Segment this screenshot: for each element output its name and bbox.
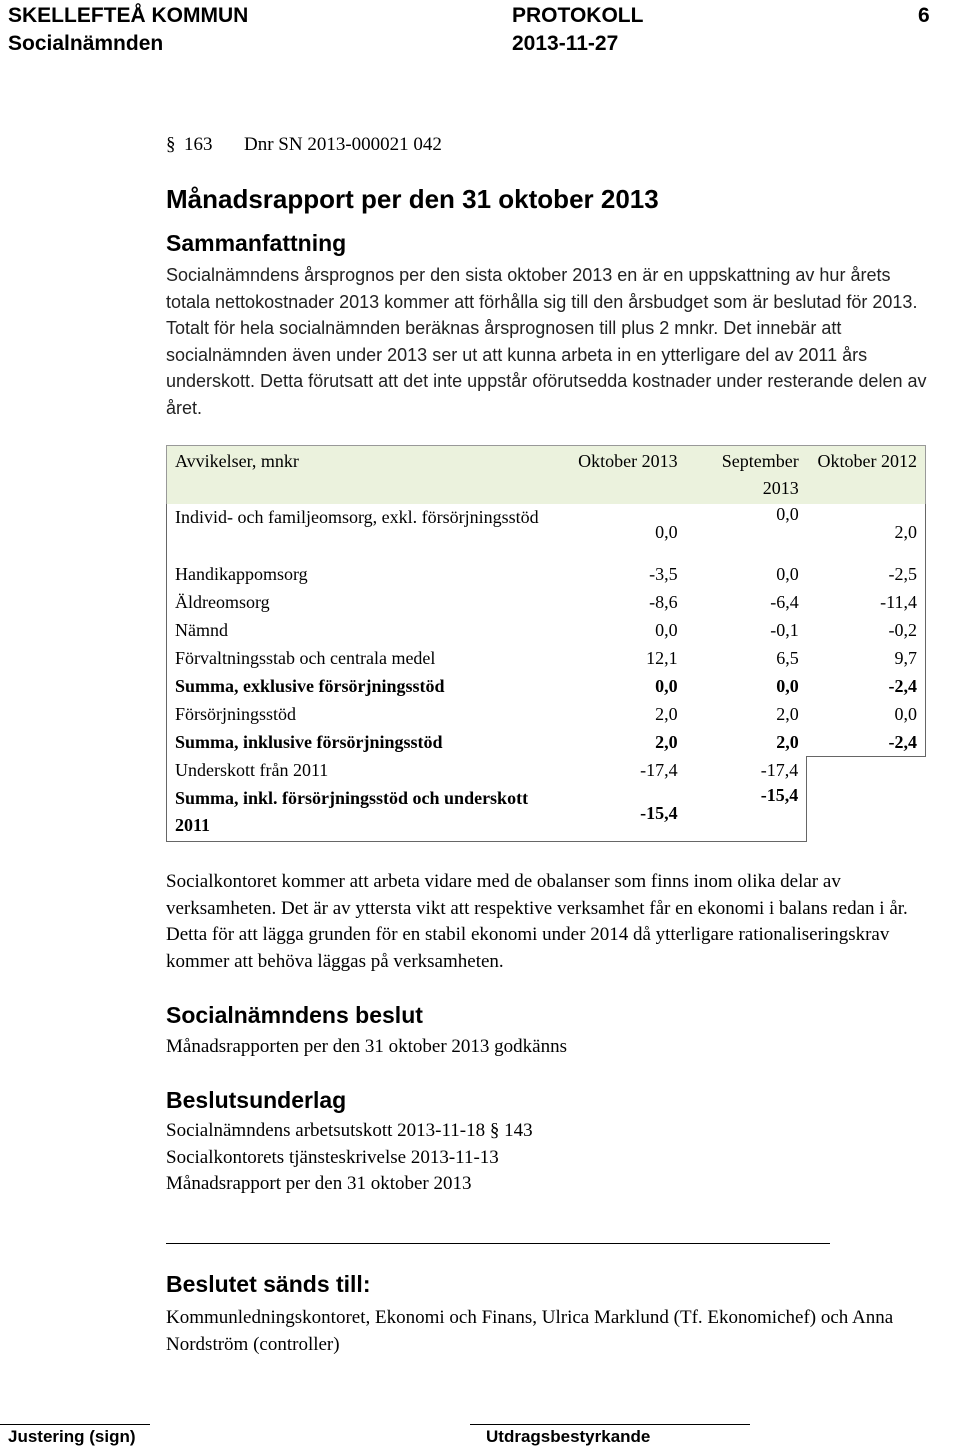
municipality-name: SKELLEFTEÅ KOMMUN [8, 4, 249, 27]
row-value: 0,0 [655, 521, 678, 542]
basis-list [166, 1118, 930, 1198]
row-value: 2,0 [776, 703, 799, 724]
row-value: 12,1 [646, 647, 678, 668]
row-value: -15,4 [686, 785, 807, 842]
row-value: 0,0 [807, 700, 926, 728]
row-value: -8,6 [649, 591, 678, 612]
deviations-table [166, 445, 926, 842]
column-header: Oktober 2013 [567, 446, 686, 505]
table-row [167, 728, 926, 757]
column-header: Oktober 2012 [807, 446, 926, 505]
basis-item: Socialkontorets tjänsteskrivelse 2013-11-13 [166, 1146, 499, 1168]
separator-line [166, 1243, 830, 1244]
row-value: 0,0 [776, 675, 799, 696]
attestation-label: Utdragsbestyrkande [486, 1427, 651, 1446]
row-value: 2,0 [776, 731, 799, 752]
basis-item: Månadsrapport per den 31 oktober 2013 [166, 1173, 472, 1194]
table-row [167, 616, 926, 644]
paragraph-sign: § [166, 134, 176, 155]
row-value: -2,5 [807, 560, 926, 588]
row-value: -11,4 [807, 588, 926, 616]
section-number: 163 [184, 134, 213, 155]
summary-text: Socialnämndens årsprognos per den sista oktober 2013 en är en uppskattning av hur årets totala nettokostnader 2013 kommer att förhålla sig till den årsbudget som är beslutad för 2013. Totalt för hela socialnämnden beräknas årsprognosen till plus 2 mnkr. Det innebär att socialnämnden även under 2013 ser ut att kunna arbeta in en ytterligare del av 2011 års underskott. Detta förutsatt att det inte uppstår oförutsedda kostnader under resterande delen av året. [166, 265, 927, 418]
row-value: 2,0 [807, 504, 926, 560]
row-value: -15,4 [567, 785, 686, 842]
document-title: Månadsrapport per den 31 oktober 2013 [166, 184, 659, 214]
row-label: Handikappomsorg [167, 560, 567, 588]
row-label: Underskott från 2011 [167, 757, 567, 786]
sent-to-text: Kommunledningskontoret, Ekonomi och Finans, Ulrica Marklund (Tf. Ekonomichef) och Anna Nordström (controller) [166, 1307, 894, 1355]
table-row [167, 504, 926, 560]
table-row [167, 700, 926, 728]
row-value: 0,0 [776, 563, 799, 584]
meeting-date: 2013-11-27 [512, 32, 619, 55]
row-value: 2,0 [655, 731, 678, 752]
follow-up-paragraph: Socialkontoret kommer att arbeta vidare med de obalanser som finns inom olika delar av verksamheten. Det är av yttersta vikt att respektive verksamhet får en ekonomi i balans redan i år. Detta för att lägga grunden för en stabil ekonomi under 2014 då ytterligare rationaliseringskrav kommer att behöva läggas på verksamheten. [166, 871, 908, 972]
row-value: -17,4 [640, 760, 678, 781]
row-label: Summa, inklusive försörjningsstöd [167, 728, 567, 757]
table-row [167, 672, 926, 700]
row-value: -2,4 [807, 728, 926, 757]
signature-line [0, 1424, 150, 1425]
sent-to-heading: Beslutet sänds till: [166, 1271, 371, 1297]
row-value [807, 757, 926, 786]
row-label: Förvaltningsstab och centrala medel [167, 644, 567, 672]
row-label: Summa, exklusive försörjningsstöd [167, 672, 567, 700]
row-value: 0,0 [776, 504, 799, 524]
attestation-line [470, 1424, 750, 1425]
diary-number: Dnr SN 2013-000021 042 [244, 134, 442, 155]
row-value: -2,4 [807, 672, 926, 700]
table-row [167, 588, 926, 616]
row-value: -0,2 [807, 616, 926, 644]
row-value [807, 785, 926, 842]
row-label: Nämnd [167, 616, 567, 644]
row-value: 9,7 [807, 644, 926, 672]
column-header: September 2013 [686, 446, 807, 505]
table-row [167, 560, 926, 588]
document-type: PROTOKOLL [512, 4, 644, 27]
row-value: -0,1 [770, 619, 799, 640]
summary-heading: Sammanfattning [166, 230, 347, 256]
table-row [167, 644, 926, 672]
table-row [167, 785, 926, 842]
row-value: 2,0 [655, 703, 678, 724]
row-value: 6,5 [776, 647, 799, 668]
decision-heading: Socialnämndens beslut [166, 1002, 423, 1028]
row-value: 0,0 [655, 619, 678, 640]
row-value: -17,4 [686, 757, 807, 786]
row-label: Individ- och familjeomsorg, exkl. försörjningsstöd [167, 504, 567, 560]
section-reference [166, 134, 442, 156]
signature-label: Justering (sign) [8, 1427, 136, 1446]
row-value: 0,0 [655, 675, 678, 696]
decision-text: Månadsrapporten per den 31 oktober 2013 godkänns [166, 1036, 568, 1057]
row-label: Summa, inkl. försörjningsstöd och underskott 2011 [167, 785, 567, 842]
board-name: Socialnämnden [8, 32, 164, 55]
basis-heading: Beslutsunderlag [166, 1087, 347, 1113]
row-label: Äldreomsorg [167, 588, 567, 616]
table-row [167, 757, 926, 786]
row-value: -6,4 [770, 591, 799, 612]
row-label: Försörjningsstöd [167, 700, 567, 728]
page-number: 6 [918, 4, 930, 27]
basis-item: Socialnämndens arbetsutskott 2013-11-18 § 143 [166, 1120, 533, 1141]
column-header: Avvikelser, mnkr [167, 446, 567, 505]
table-header-row [167, 446, 926, 505]
row-value: -3,5 [649, 563, 678, 584]
